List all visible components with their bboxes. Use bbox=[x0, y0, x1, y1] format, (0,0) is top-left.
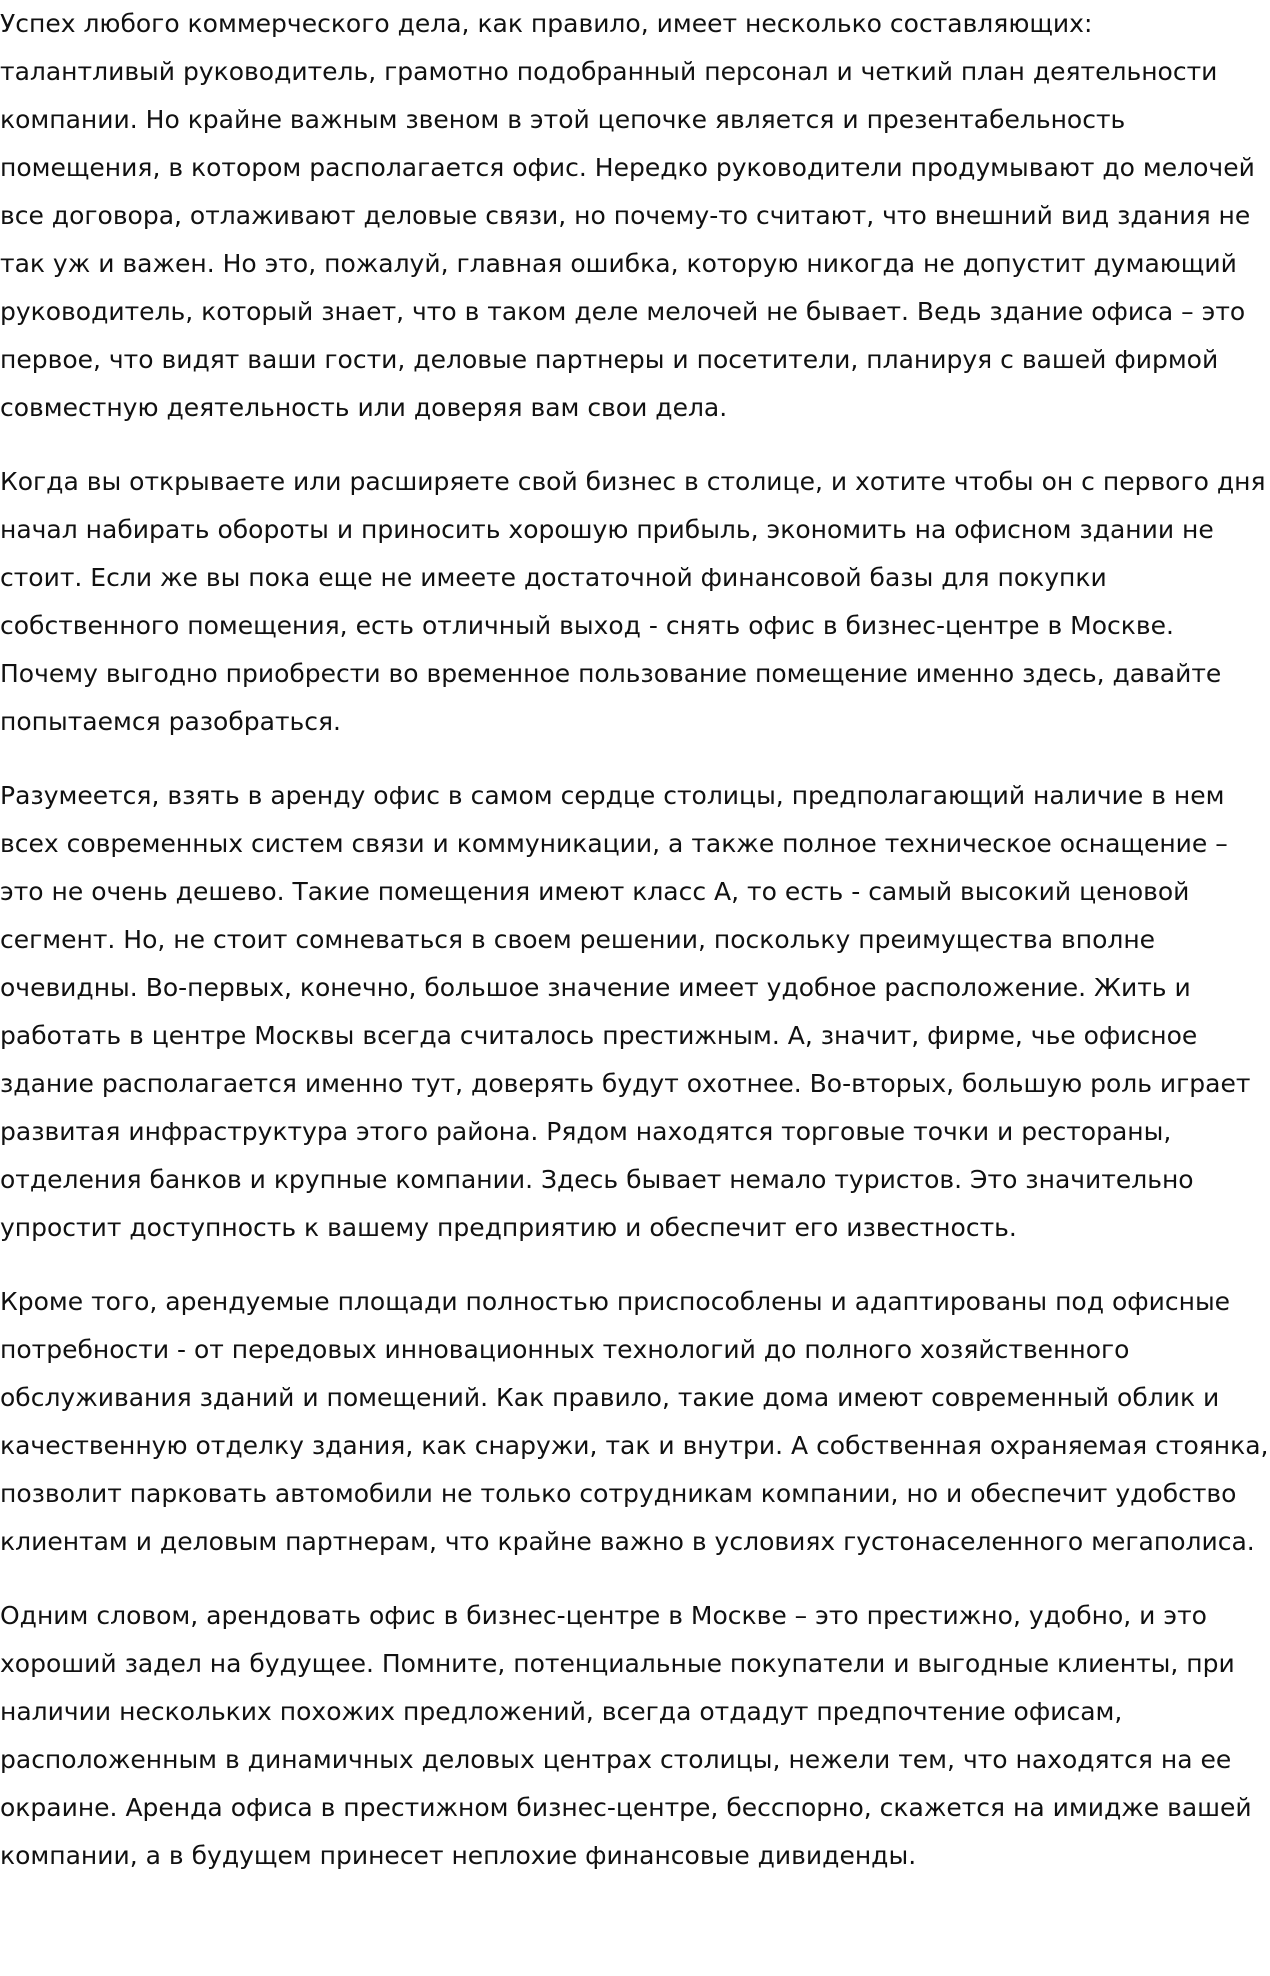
paragraph-1: Успех любого коммерческого дела, как правило, имеет несколько составляющих: талантливый руководитель, грамотно подобранный персонал и четкий план деятельности компании. Но крайне важным звеном в этой цепочке является и презентабельность помещения, в котором располагается офис. Нередко руководители продумывают до мелочей все договора, отлаживают деловые связи, но почему-то считают, что внешний вид здания не так уж и важен. Но это, пожалуй, главная ошибка, которую никогда не допустит думающий руководитель, который знает, что в таком деле мелочей не бывает. Ведь здание офиса – это первое, что видят ваши гости, деловые партнеры и посетители, планируя с вашей фирмой совместную деятельность или доверяя вам свои дела. bbox=[0, 9, 1255, 422]
paragraph-4: Кроме того, арендуемые площади полностью приспособлены и адаптированы под офисные потребности - от передовых инновационных технологий до полного хозяйственного обслуживания зданий и помещений. Как правило, такие дома имеют современный облик и качественную отделку здания, как снаружи, так и внутри. А собственная охраняемая стоянка, позволит парковать автомобили не только сотрудникам компании, но и обеспечит удобство клиентам и деловым партнерам, что крайне важно в условиях густонаселенного мегаполиса. bbox=[0, 1287, 1269, 1556]
paragraph-2: Когда вы открываете или расширяете свой бизнес в столице, и хотите чтобы он с первого дня начал набирать обороты и приносить хорошую прибыль, экономить на офисном здании не стоит. Если же вы пока еще не имеете достаточной финансовой базы для покупки собственного помещения, есть отличный выход - снять офис в бизнес-центре в Москве. Почему выгодно приобрести во временное пользование помещение именно здесь, давайте попытаемся разобраться. bbox=[0, 467, 1266, 736]
paragraph-3: Разумеется, взять в аренду офис в самом сердце столицы, предполагающий наличие в нем всех современных систем связи и коммуникации, а также полное техническое оснащение – это не очень дешево. Такие помещения имеют класс А, то есть - самый высокий ценовой сегмент. Но, не стоит сомневаться в своем решении, поскольку преимущества вполне очевидны. Во-первых, конечно, большое значение имеет удобное расположение. Жить и работать в центре Москвы всегда считалось престижным. А, значит, фирме, чье офисное здание располагается именно тут, доверять будут охотнее. Во-вторых, большую роль играет развитая инфраструктура этого района. Рядом находятся торговые точки и рестораны, отделения банков и крупные компании. Здесь бывает немало туристов. Это значительно упростит доступность к вашему предприятию и обеспечит его известность. bbox=[0, 781, 1251, 1242]
paragraph-5: Одним словом, арендовать офис в бизнес-центре в Москве – это престижно, удобно, и это хороший задел на будущее. Помните, потенциальные покупатели и выгодные клиенты, при наличии нескольких похожих предложений, всегда отдадут предпочтение офисам, расположенным в динамичных деловых центрах столицы, нежели тем, что находятся на ее окраине. Аренда офиса в престижном бизнес-центре, бесспорно, скажется на имидже вашей компании, а в будущем принесет неплохие финансовые дивиденды. bbox=[0, 1601, 1252, 1870]
